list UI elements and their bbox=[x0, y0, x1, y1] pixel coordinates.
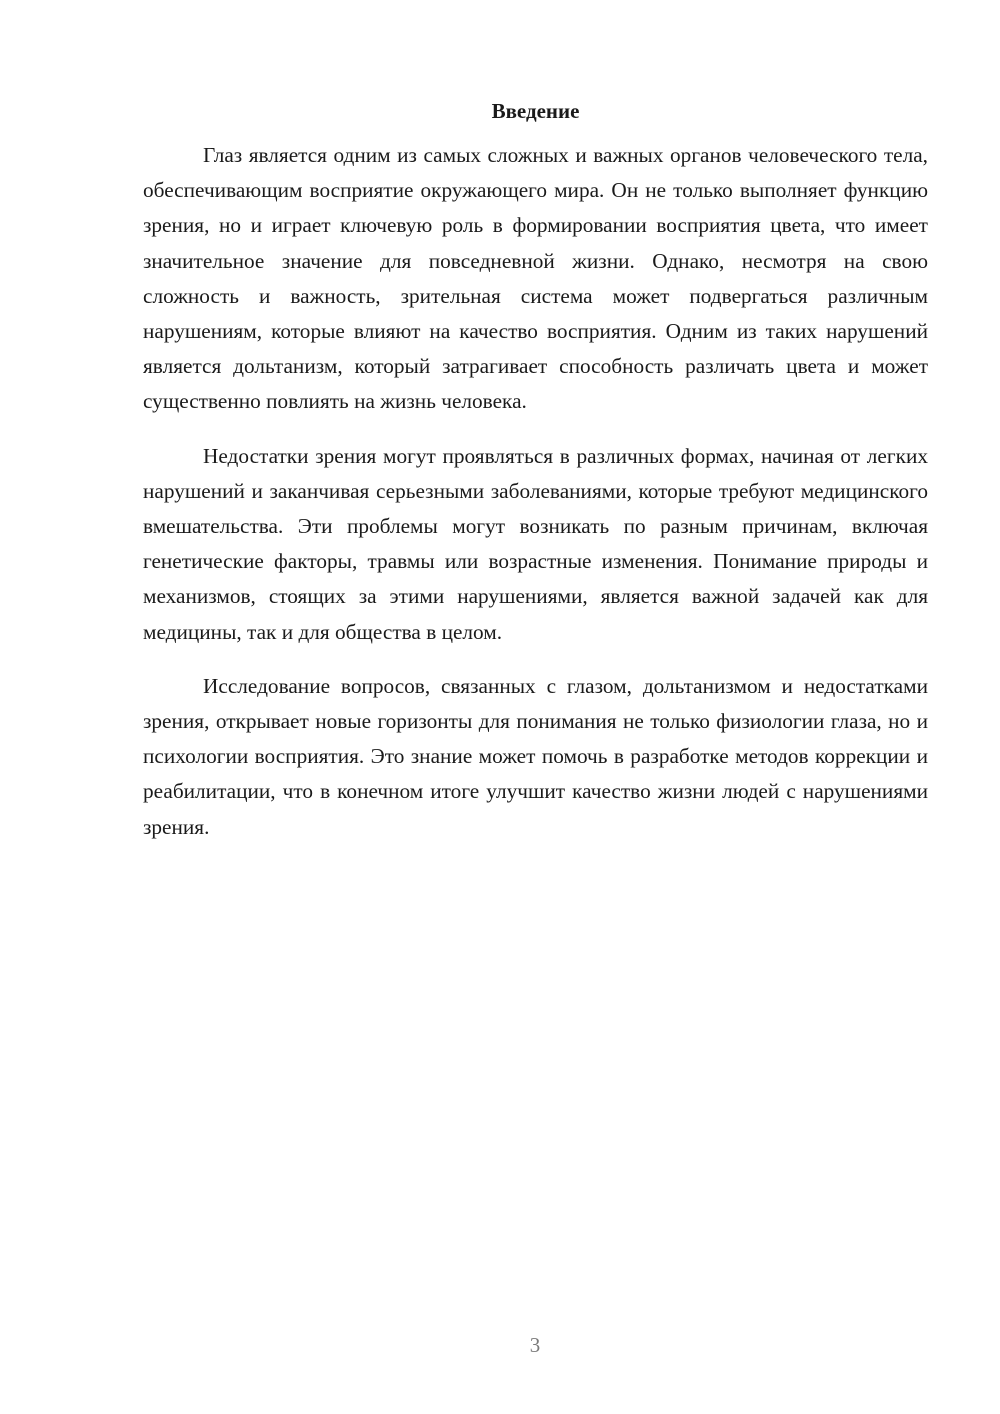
section-heading: Введение bbox=[491, 99, 580, 123]
page-content bbox=[143, 96, 928, 864]
paragraph-3: Исследование вопросов, связанных с глазом, дольтанизмом и недостатками зрения, открывает новые горизонты для понимания не только физиологии глаза, но и психологии восприятия. Это знание может помочь в разработке методов коррекции и реабилитации, что в конечном итоге улучшит качество жизни людей с нарушениями зрения. bbox=[143, 673, 928, 839]
paragraph-2: Недостатки зрения могут проявляться в различных формах, начиная от легких нарушений и заканчивая серьезными заболеваниями, которые требуют медицинского вмешательства. Эти проблемы могут возникать по разным причинам, включая генетические факторы, травмы или возрастные изменения. Понимание природы и механизмов, стоящих за этими нарушениями, является важной задачей как для медицины, так и для общества в целом. bbox=[143, 443, 928, 644]
paragraph-1: Глаз является одним из самых сложных и важных органов человеческого тела, обеспечивающим восприятие окружающего мира. Он не только выполняет функцию зрения, но и играет ключевую роль в формировании восприятия цвета, что имеет значительное значение для повседневной жизни. Однако, несмотря на свою сложность и важность, зрительная система может подвергаться различным нарушениям, которые влияют на качество восприятия. Одним из таких нарушений является дольтанизм, который затрагивает способность различать цвета и может существенно повлиять на жизнь человека. bbox=[143, 143, 928, 414]
page-number: 3 bbox=[529, 1333, 541, 1357]
